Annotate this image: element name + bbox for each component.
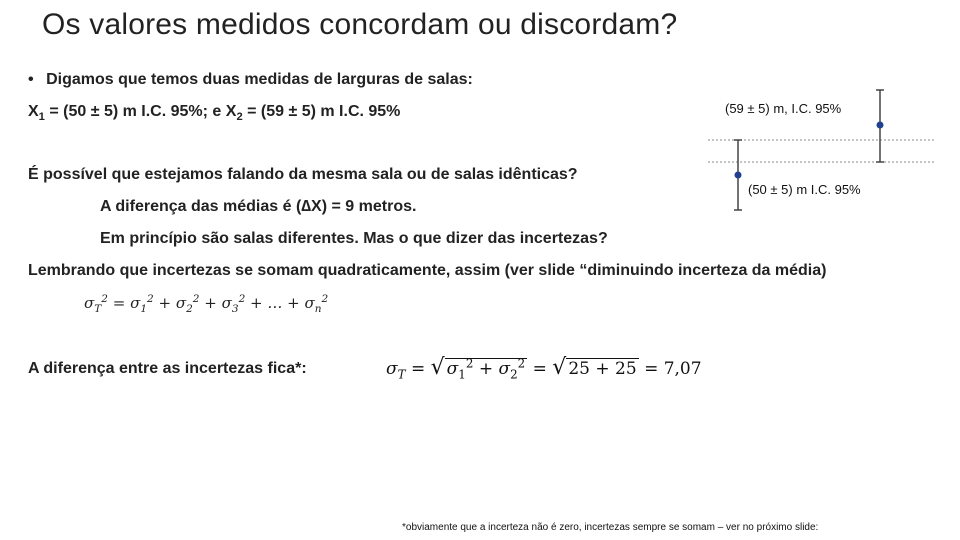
- sqrt-sign-1: √: [430, 355, 445, 380]
- line-1-text: Digamos que temos duas medidas de larguras de salas:: [46, 71, 473, 88]
- formula2-sigma-2-sup: 2: [517, 356, 526, 371]
- formula-total-uncertainty: [386, 355, 702, 385]
- formula1-plus-2: +: [204, 294, 217, 312]
- slide-title: Os valores medidos concordam ou discordam?: [42, 8, 678, 41]
- question-line: É possível que estejamos falando da mesma sala ou de salas idênticas?: [28, 166, 578, 183]
- formula1-lhs-sup: 2: [101, 293, 108, 305]
- point-59: [877, 122, 884, 129]
- quadrature-line: Lembrando que incertezas se somam quadraticamente, assim (ver slide “diminuindo incerteza da média): [28, 262, 827, 279]
- formula1-last-sub: n: [314, 303, 322, 315]
- formula1-dots: …: [267, 294, 283, 312]
- formula1-lhs: σ: [84, 294, 95, 312]
- formula2-sigma-1: σ: [446, 359, 459, 379]
- formula2-result: = 7,07: [644, 359, 702, 379]
- formula1-term-1: σ: [130, 294, 141, 312]
- point-50: [735, 172, 742, 179]
- bullet-marker: •: [28, 71, 34, 88]
- formula1-term-2: σ: [175, 294, 187, 312]
- formula1-plus-4: +: [287, 294, 300, 312]
- formula2-eq: =: [410, 359, 426, 379]
- formula1-plus-1: +: [158, 294, 172, 312]
- measurements-line: [28, 103, 400, 123]
- formula1-term-3-sup: 2: [238, 293, 246, 305]
- formula1-term-1-sup: 2: [147, 293, 154, 305]
- principle-line: Em princípio são salas diferentes. Mas o que dizer das incertezas?: [100, 230, 608, 247]
- formula1-eq: =: [112, 294, 126, 312]
- formula-sum-of-squares: [84, 293, 328, 315]
- formula1-term-2-sup: 2: [192, 293, 200, 305]
- formula2-eq-2: =: [532, 359, 547, 379]
- formula1-term-3: σ: [221, 294, 232, 312]
- difference-line: A diferença das médias é (∆X) = 9 metros.: [100, 198, 417, 215]
- formula1-term-2-sub: 2: [186, 303, 193, 315]
- formula1-lhs-sub: T: [94, 303, 102, 315]
- sqrt-sign-2: √: [552, 355, 567, 380]
- footnote: *obviamente que a incerteza não é zero, incertezas sempre se somam – ver no próximo slide:: [402, 522, 819, 533]
- x1-symbol: X: [28, 103, 39, 120]
- x1-subscript: 1: [38, 111, 45, 124]
- sqrt-radicand-1: [445, 356, 528, 382]
- uncertainty-difference-line: A diferença entre as incertezas fica*:: [28, 360, 307, 377]
- sqrt-radicand-2: 25 + 25: [568, 359, 637, 379]
- formula1-last-term: σ: [304, 294, 315, 312]
- formula2-plus: +: [478, 359, 494, 379]
- measurements-text-1: = (50 ± 5) m I.C. 95%; e X: [44, 103, 237, 120]
- formula2-sigma-1-sub: 1: [458, 367, 466, 382]
- errorbar-label-50: (50 ± 5) m I.C. 95%: [748, 182, 861, 197]
- formula2-lhs: σ: [386, 359, 398, 379]
- formula2-sigma-1-sup: 2: [465, 356, 474, 371]
- bullet-line-1: [28, 71, 473, 89]
- errorbar-label-59: (59 ± 5) m, I.C. 95%: [725, 101, 842, 116]
- formula2-sigma-2-sub: 2: [510, 367, 518, 382]
- measurements-text-2: = (59 ± 5) m I.C. 95%: [242, 103, 401, 120]
- formula2-lhs-sub: T: [397, 367, 406, 382]
- formula1-plus-3: +: [250, 294, 263, 312]
- x2-subscript: 2: [236, 111, 243, 124]
- formula1-term-3-sub: 3: [231, 303, 239, 315]
- formula1-last-sup: 2: [321, 293, 329, 305]
- formula1-term-1-sub: 1: [140, 303, 148, 315]
- formula2-sigma-2: σ: [498, 359, 511, 379]
